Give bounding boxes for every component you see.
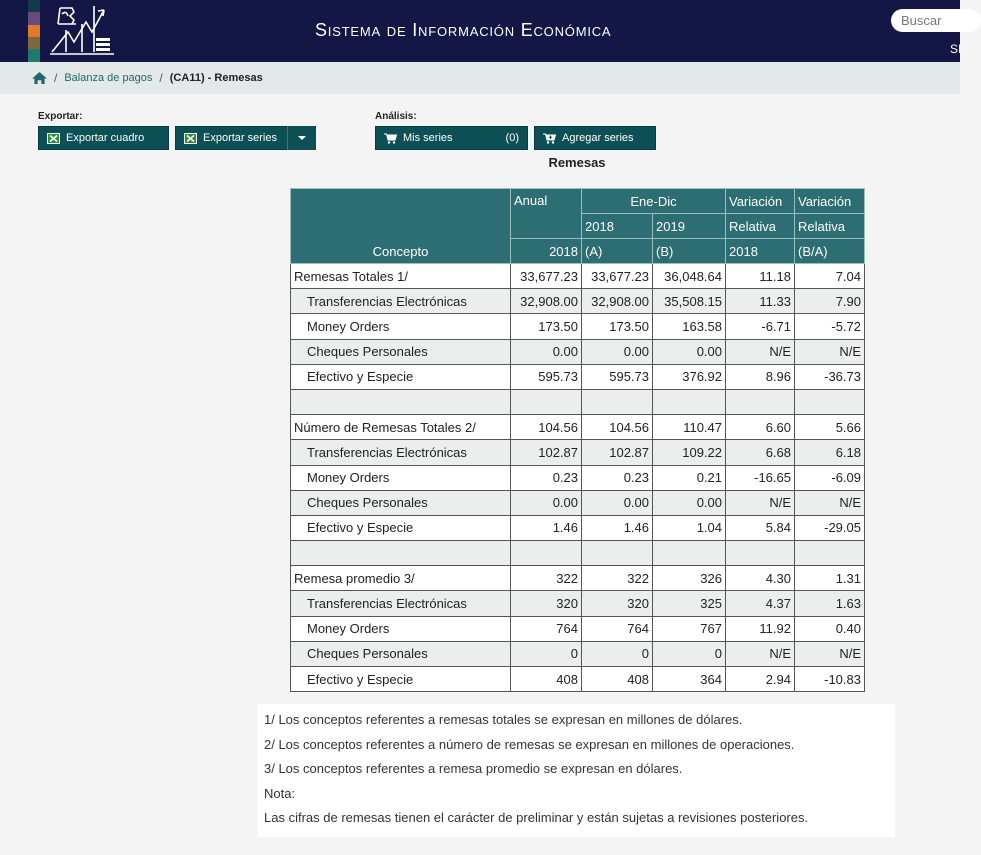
row-value: 104.56 [511, 415, 582, 440]
growth-chart-logo-icon [46, 2, 116, 60]
row-value: 0.00 [653, 339, 726, 364]
row-value: N/E [726, 339, 795, 364]
row-value: -16.65 [726, 465, 795, 490]
column-header-annual: Anual [511, 189, 582, 239]
row-value [582, 389, 653, 414]
row-value [511, 389, 582, 414]
column-header-variation-2-relative: Relativa [795, 214, 865, 239]
column-header-variation-1: Variación [726, 189, 795, 214]
site-logo[interactable] [28, 0, 114, 62]
row-concept: Cheques Personales [291, 490, 511, 515]
row-value: 33,677.23 [511, 264, 582, 289]
my-series-label: Mis series [403, 132, 453, 144]
row-value: 109.22 [653, 440, 726, 465]
row-concept: Efectivo y Especie [291, 515, 511, 540]
breadcrumb-item-balanza-de-pagos[interactable]: Balanza de pagos [64, 72, 153, 84]
row-value: -5.72 [795, 314, 865, 339]
row-value: 8.96 [726, 364, 795, 389]
add-to-cart-icon [543, 133, 556, 144]
row-value: N/E [726, 490, 795, 515]
export-series-button[interactable] [175, 126, 288, 150]
row-value: 163.58 [653, 314, 726, 339]
note-label: Nota: [264, 785, 296, 801]
table-row [291, 667, 865, 692]
row-value: 102.87 [511, 440, 582, 465]
row-concept [291, 389, 511, 414]
row-concept: Money Orders [291, 465, 511, 490]
remittances-table [290, 188, 865, 692]
row-value [511, 541, 582, 566]
logo-stripe-segment [28, 25, 40, 37]
column-header-variation-1-year: 2018 [726, 239, 795, 264]
table-row [291, 364, 865, 389]
column-header-concept: Concepto [291, 189, 511, 264]
logo-stripe-segment [28, 12, 40, 25]
row-value: -10.83 [795, 667, 865, 692]
row-value: 7.90 [795, 289, 865, 314]
row-value: 6.60 [726, 415, 795, 440]
row-value: -6.09 [795, 465, 865, 490]
site-header [0, 0, 960, 62]
shopping-cart-icon [384, 133, 397, 144]
row-value [795, 541, 865, 566]
breadcrumb-separator: / [54, 71, 58, 85]
row-value: -36.73 [795, 364, 865, 389]
export-series-dropdown-toggle[interactable] [287, 126, 316, 150]
row-value [795, 389, 865, 414]
row-value: 764 [582, 616, 653, 641]
column-header-period-a-year: 2018 [582, 214, 653, 239]
my-series-count: (0) [505, 132, 519, 144]
footnote-1: 1/ Los conceptos referentes a remesas totales se expresan en millones de dólares. [264, 712, 743, 727]
footnote-2: 2/ Los conceptos referentes a número de remesas se expresan en millones de operaciones. [264, 736, 795, 752]
row-value: 408 [511, 667, 582, 692]
table-row [291, 490, 865, 515]
row-value [582, 541, 653, 566]
row-value: -29.05 [795, 515, 865, 540]
column-header-period-a-tag: (A) [582, 239, 653, 264]
row-concept [291, 541, 511, 566]
row-concept: Money Orders [291, 616, 511, 641]
footnotes [258, 704, 895, 837]
row-concept: Money Orders [291, 314, 511, 339]
add-series-button[interactable] [534, 126, 656, 150]
table-row [291, 591, 865, 616]
row-value: 1.46 [511, 515, 582, 540]
column-header-period: Ene-Dic [582, 189, 726, 214]
row-value: 4.30 [726, 566, 795, 591]
row-value [726, 389, 795, 414]
table-row [291, 465, 865, 490]
table-row [291, 616, 865, 641]
row-value: 0 [511, 641, 582, 666]
row-concept: Efectivo y Especie [291, 364, 511, 389]
table-row [291, 641, 865, 666]
table-body [291, 264, 865, 692]
table-row [291, 440, 865, 465]
row-concept: Cheques Personales [291, 339, 511, 364]
row-value: 173.50 [582, 314, 653, 339]
column-header-period-b-tag: (B) [653, 239, 726, 264]
row-value: 0.21 [653, 465, 726, 490]
table-row [291, 415, 865, 440]
row-value: 33,677.23 [582, 264, 653, 289]
row-value: 322 [511, 566, 582, 591]
row-value: 4.37 [726, 591, 795, 616]
row-value: 173.50 [511, 314, 582, 339]
row-value: 36,048.64 [653, 264, 726, 289]
row-concept: Transferencias Electrónicas [291, 591, 511, 616]
site-title: Sistema de Información Económica [315, 20, 612, 40]
row-value: 325 [653, 591, 726, 616]
row-value: 11.92 [726, 616, 795, 641]
analysis-group-label: Análisis: [375, 111, 417, 122]
row-value: 326 [653, 566, 726, 591]
row-value: 104.56 [582, 415, 653, 440]
row-value: 0.40 [795, 616, 865, 641]
row-value: 0.00 [582, 490, 653, 515]
breadcrumb-current: (CA11) - Remesas [169, 72, 263, 84]
column-header-variation-1-relative: Relativa [726, 214, 795, 239]
row-value: 1.46 [582, 515, 653, 540]
row-value: N/E [726, 641, 795, 666]
table-row [291, 389, 865, 414]
row-value: 102.87 [582, 440, 653, 465]
row-concept: Remesas Totales 1/ [291, 264, 511, 289]
row-value: 320 [511, 591, 582, 616]
caret-down-icon [298, 136, 306, 140]
row-value: 376.92 [653, 364, 726, 389]
row-value: 320 [582, 591, 653, 616]
table-row [291, 314, 865, 339]
row-concept: Transferencias Electrónicas [291, 440, 511, 465]
row-value: 595.73 [582, 364, 653, 389]
row-value: 0.00 [582, 339, 653, 364]
add-series-label: Agregar series [562, 132, 634, 144]
logo-stripe-segment [28, 0, 40, 12]
column-header-variation-2-ratio: (B/A) [795, 239, 865, 264]
export-series-label: Exportar series [203, 132, 277, 144]
row-value: 11.33 [726, 289, 795, 314]
row-value: 1.63 [795, 591, 865, 616]
row-concept: Remesa promedio 3/ [291, 566, 511, 591]
row-value: 5.66 [795, 415, 865, 440]
row-value: 767 [653, 616, 726, 641]
row-value: 764 [511, 616, 582, 641]
row-concept: Transferencias Electrónicas [291, 289, 511, 314]
excel-icon [184, 133, 197, 144]
export-group-label: Exportar: [38, 111, 83, 122]
row-value: 7.04 [795, 264, 865, 289]
table-row [291, 541, 865, 566]
home-icon[interactable] [32, 72, 47, 84]
search-input[interactable]: Buscar [891, 9, 981, 32]
table-row [291, 566, 865, 591]
row-value [726, 541, 795, 566]
footnote-3: 3/ Los conceptos referentes a remesa promedio se expresan en dólares. [264, 761, 683, 776]
row-value: 0.23 [511, 465, 582, 490]
row-value: 322 [582, 566, 653, 591]
column-header-period-b-year: 2019 [653, 214, 726, 239]
row-value: 0.00 [511, 339, 582, 364]
row-value: 32,908.00 [511, 289, 582, 314]
row-value: N/E [795, 339, 865, 364]
row-value [653, 541, 726, 566]
logo-stripe-segment [28, 37, 40, 49]
row-value: 1.31 [795, 566, 865, 591]
row-value: 595.73 [511, 364, 582, 389]
row-value: 0 [653, 641, 726, 666]
row-value: 11.18 [726, 264, 795, 289]
row-value: 0.00 [511, 490, 582, 515]
table-row [291, 289, 865, 314]
row-value: 0 [582, 641, 653, 666]
row-value: 5.84 [726, 515, 795, 540]
row-value: 32,908.00 [582, 289, 653, 314]
row-value: 364 [653, 667, 726, 692]
row-value: 2.94 [726, 667, 795, 692]
row-value: -6.71 [726, 314, 795, 339]
note-text: Las cifras de remesas tienen el carácter de preliminar y están sujetas a revisiones posteriores. [264, 810, 809, 825]
export-table-label: Exportar cuadro [66, 132, 145, 144]
table-row [291, 264, 865, 289]
table-row [291, 339, 865, 364]
logo-color-stripe [28, 0, 40, 62]
excel-icon [47, 133, 60, 144]
breadcrumb [0, 62, 960, 94]
my-series-button[interactable] [375, 126, 528, 150]
row-concept: Cheques Personales [291, 641, 511, 666]
row-value: 6.18 [795, 440, 865, 465]
row-value: 0.23 [582, 465, 653, 490]
row-value: 35,508.15 [653, 289, 726, 314]
table-row [291, 515, 865, 540]
logo-stripe-segment [28, 49, 40, 62]
row-value: 6.68 [726, 440, 795, 465]
row-value: N/E [795, 641, 865, 666]
row-concept: Efectivo y Especie [291, 667, 511, 692]
row-value: 1.04 [653, 515, 726, 540]
breadcrumb-separator: / [159, 71, 163, 85]
row-value: 408 [582, 667, 653, 692]
table-title: Remesas [548, 155, 606, 170]
column-header-variation-2: Variación [795, 189, 865, 214]
column-header-annual-year: 2018 [511, 239, 582, 264]
row-concept: Número de Remesas Totales 2/ [291, 415, 511, 440]
export-table-button[interactable] [38, 126, 169, 150]
row-value: N/E [795, 490, 865, 515]
header-link[interactable]: SI [950, 42, 962, 56]
row-value: 0.00 [653, 490, 726, 515]
row-value [653, 389, 726, 414]
row-value: 110.47 [653, 415, 726, 440]
